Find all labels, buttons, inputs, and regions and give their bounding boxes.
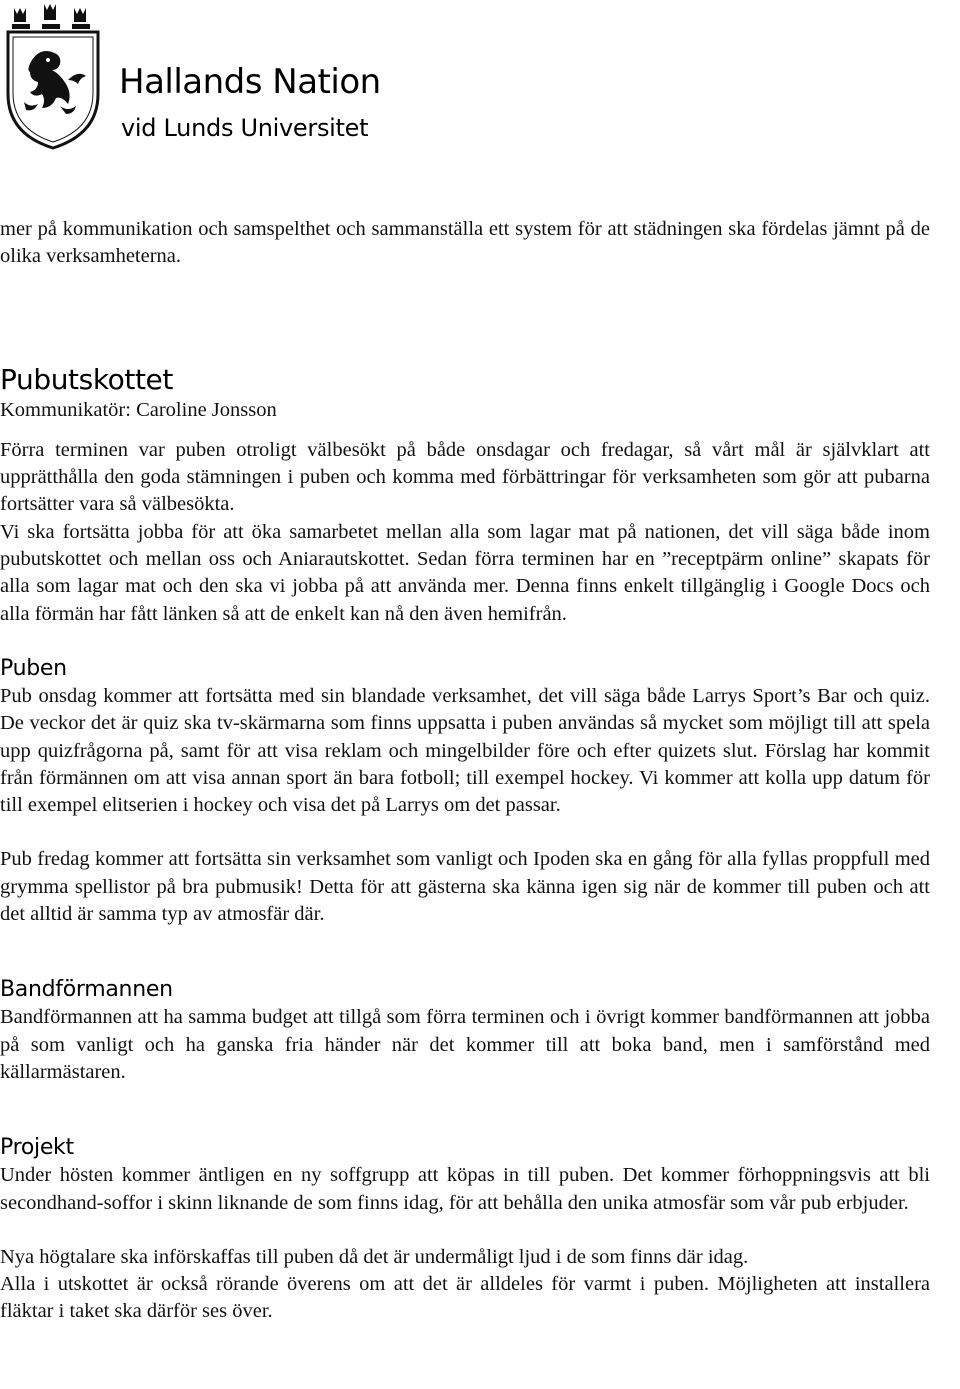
organization-name: Hallands Nation [119, 62, 381, 102]
section-heading-projekt: Projekt [0, 1135, 74, 1161]
paragraph: Alla i utskottet är också rörande överens om att det är alldeles för varmt i puben. Möjligheten att installera fläktar i taket ska därför ses över. [0, 1273, 930, 1323]
coat-of-arms-logo [2, 2, 112, 152]
author-line: Kommunikatör: Caroline Jonsson [0, 398, 277, 421]
organization-subtitle: vid Lunds Universitet [121, 114, 369, 142]
paragraph: Nya högtalare ska införskaffas till puben då det är undermåligt ljud i de som finns där idag. [0, 1245, 749, 1268]
document-body [0, 216, 930, 1326]
intro-paragraph: mer på kommunikation och samspelthet och sammanställa ett system för att städningen ska fördelas jämnt på de olika verksamheterna. [0, 218, 930, 268]
paragraph: Pub onsdag kommer att fortsätta med sin blandade verksamhet, det vill säga både Larrys Sport’s Bar och quiz. De veckor det är quiz ska tv-skärmarna som finns uppsatta i puben användas så mycket som möjligt till att spela upp quizfrågorna på, samt för att visa reklam och mingelbilder före och efter quizets slut. Förslag har kommit från förmännen om att visa annan sport än bara fotboll; till exempel hockey. Vi kommer att kolla upp datum för till exempel elitserien i hockey och visa det på Larrys om det passar. [0, 684, 930, 817]
section-heading-puben: Puben [0, 655, 67, 681]
paragraph: Under hösten kommer äntligen en ny soffgrupp att köpas in till puben. Det kommer förhoppningsvis att bli secondhand-soffor i skinn liknande de som finns idag, för att behålla den unika atmosfär som vår pub erbjuder. [0, 1164, 930, 1214]
letterhead [0, 0, 960, 170]
section-heading-bandformannen: Bandförmannen [0, 977, 173, 1003]
section-heading-pubutskottet: Pubutskottet [0, 362, 173, 396]
paragraph: Pub fredag kommer att fortsätta sin verksamhet som vanligt och Ipoden ska en gång för alla fyllas proppfull med grymma spellistor på bra pubmusik! Detta för att gästerna ska känna igen sig när de kommer till puben och att det alltid är samma typ av atmosfär där. [0, 848, 930, 926]
paragraph: Förra terminen var puben otroligt välbesökt på både onsdagar och fredagar, så vårt mål är självklart att upprätthålla den goda stämningen i puben och komma med förbättringar för verksamheten som gör att pubarna fortsätter vara så välbesökta. [0, 438, 930, 516]
paragraph: Bandförmannen att ha samma budget att tillgå som förra terminen och i övrigt kommer bandförmannen att jobba på som vanligt och ha ganska fria händer när det kommer till att boka band, men i samförstånd med källarmästaren. [0, 1006, 930, 1083]
paragraph: Vi ska fortsätta jobba för att öka samarbetet mellan alla som lagar mat på nationen, det vill säga både inom pubutskottet och mellan oss och Aniarautskottet. Sedan förra terminen har en ”receptpärm online” skapats för alla som lagar mat och den ska vi jobba på att använda mer. Denna finns enkelt tillgänglig i Google Docs och alla förmän har fått länken så att de enkelt kan nå den även hemifrån. [0, 520, 930, 625]
